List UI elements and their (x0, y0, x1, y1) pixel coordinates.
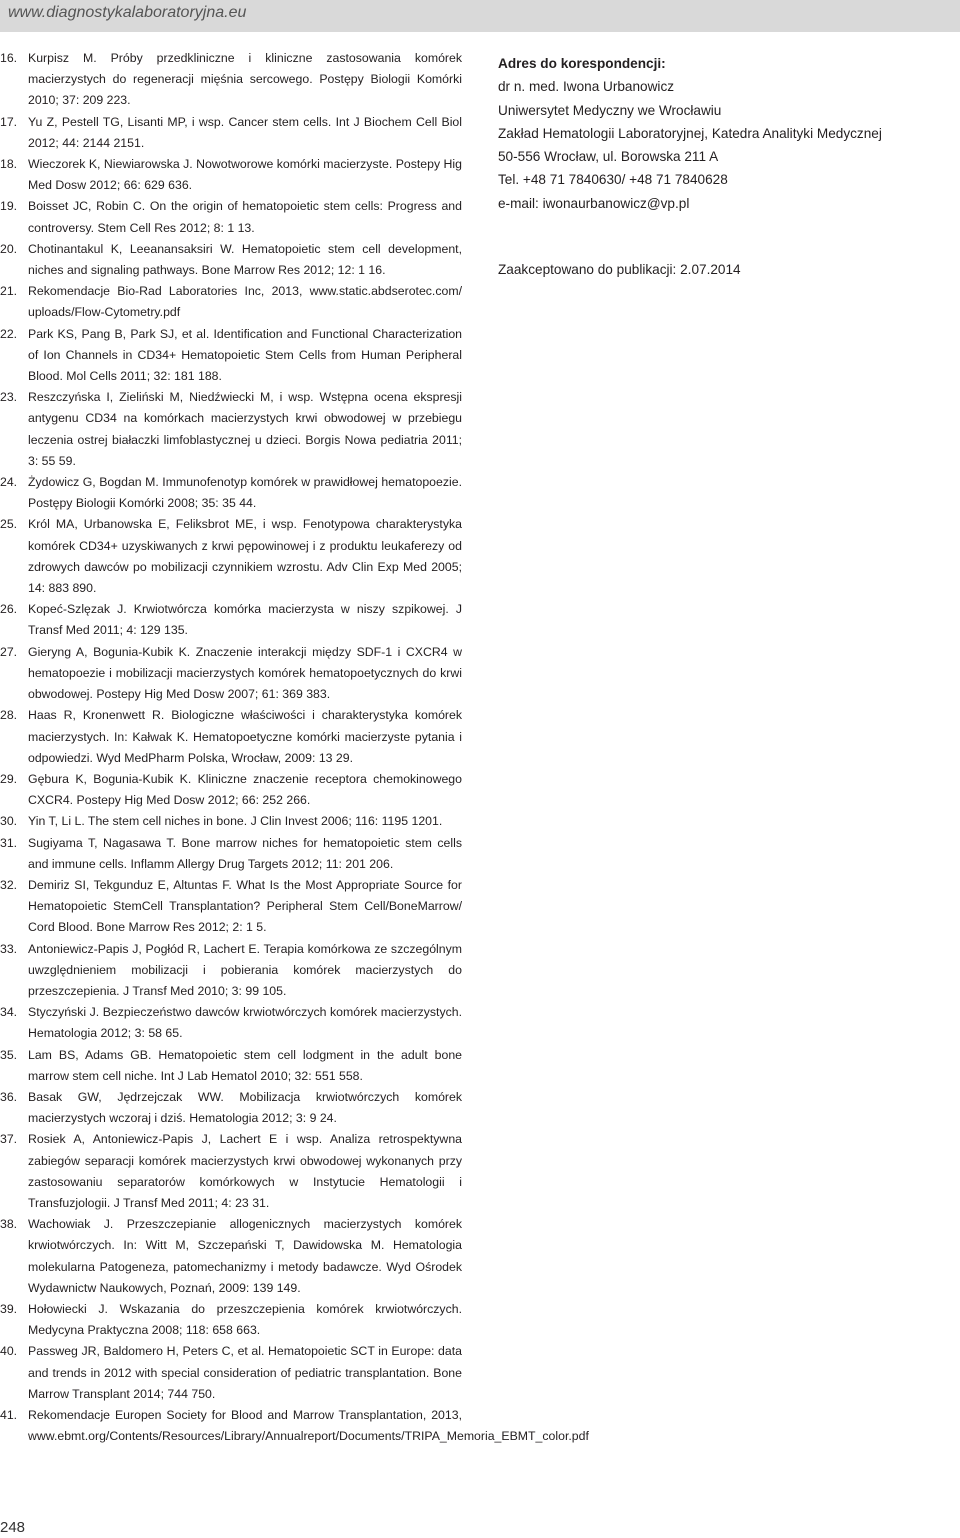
reference-item (0, 112, 462, 154)
site-header (0, 0, 960, 32)
reference-item (0, 1299, 462, 1341)
reference-text: Rekomendacje Europen Society for Blood and Marrow Transplantation, 2013, www.ebmt.org/Contents/Resources/Library/Annualreport/Documents/TRIPA_Memoria_EBMT_color.pdf (28, 1408, 589, 1444)
reference-item (0, 1087, 462, 1129)
site-url: www.diagnostykalaboratoryjna.eu (8, 4, 247, 21)
reference-number: 21. (0, 284, 18, 299)
reference-item (0, 705, 462, 769)
reference-item (0, 48, 462, 112)
reference-number: 37. (0, 1132, 18, 1147)
reference-item (0, 514, 462, 599)
correspondence-heading: Adres do korespondencji: (498, 56, 666, 71)
reference-number: 28. (0, 708, 18, 723)
reference-number: 25. (0, 517, 18, 532)
reference-item (0, 239, 462, 281)
reference-number: 19. (0, 199, 18, 214)
correspondence-email: e-mail: iwonaurbanowicz@vp.pl (498, 195, 690, 211)
reference-text: Kopeć-Szlęzak J. Krwiotwórcza komórka macierzysta w niszy szpikowej. J Transf Med 2011; 4: 129 135. (28, 602, 462, 638)
reference-item (0, 196, 462, 238)
reference-text: Reszczyńska I, Zieliński M, Niedźwiecki M, i wsp. Wstępna ocena ekspresji antygenu CD34 na komórkach macierzystych krwi obwodowej w przebiegu leczenia ostrej białaczki limfoblastycznej u dzieci. Borgis Nowa pediatria 2011; 3: 55 59. (28, 390, 462, 468)
reference-item (0, 769, 462, 811)
reference-item (0, 1002, 462, 1044)
reference-text: Antoniewicz-Papis J, Pogłód R, Lachert E. Terapia komórkowa ze szczególnym uwzględnieniem mobilizacji i pobierania komórek macierzystych do przeszczepienia. J Transf Med 2010; 3: 99 105. (28, 941, 462, 998)
reference-number: 31. (0, 835, 18, 850)
reference-item (0, 811, 462, 832)
reference-text: Rosiek A, Antoniewicz-Papis J, Lachert E i wsp. Analiza retrospektywna zabiegów separacji komórek macierzystych krwi obwodowej wykonanych przy zastosowaniu separatorów komórkowych w Instytucie Hematologii i Transfuzjologii. J Transf Med 2011; 4: 23 31. (28, 1132, 462, 1210)
reference-item (0, 387, 462, 472)
reference-text: Chotinantakul K, Leeanansaksiri W. Hematopoietic stem cell development, niches and signaling pathways. Bone Marrow Res 2012; 12: 1 16. (28, 241, 462, 278)
reference-number: 35. (0, 1047, 18, 1062)
reference-number: 40. (0, 1344, 18, 1359)
reference-number: 30. (0, 814, 18, 829)
reference-text: Król MA, Urbanowska E, Feliksbrot ME, i wsp. Fenotypowa charakterystyka komórek CD34+ uzyskiwanych z krwi pępowinowej i z produktu leukaferezy od zdrowych dawców po mobilizacji czynnikiem wzrostu. Adv Clin Exp Med 2005; 14: 883 890. (28, 517, 462, 596)
reference-number: 26. (0, 602, 18, 617)
correspondence-university: Uniwersytet Medyczny we Wrocławiu (498, 102, 722, 118)
reference-item (0, 1129, 462, 1214)
reference-number: 39. (0, 1301, 18, 1316)
reference-item (0, 833, 462, 875)
reference-number: 16. (0, 51, 18, 65)
reference-text: Lam BS, Adams GB. Hematopoietic stem cell lodgment in the adult bone marrow stem cell niche. Int J Lab Hematol 2010; 32: 551 558. (28, 1047, 462, 1083)
reference-text: Gębura K, Bogunia-Kubik K. Kliniczne znaczenie receptora chemokinowego CXCR4. Postepy Hig Med Dosw 2012; 66: 252 266. (28, 771, 462, 808)
reference-item (0, 1341, 462, 1405)
reference-text: Park KS, Pang B, Park SJ, et al. Identification and Functional Characterization of Ion Channels in CD34+ Hematopoietic Stem Cells from Human Peripheral Blood. Mol Cells 2011; 32: 181 188. (28, 326, 462, 384)
reference-text: Passweg JR, Baldomero H, Peters C, et al. Hematopoietic SCT in Europe: data and trends in 2012 with special consideration of pediatric transplantation. Bone Marrow Transplant 2014; 744 750. (28, 1344, 462, 1401)
reference-number: 22. (0, 326, 18, 341)
reference-text: Styczyński J. Bezpieczeństwo dawców krwiotwórczych komórek macierzystych. Hematologia 2012; 3: 58 65. (28, 1005, 462, 1041)
reference-item (0, 472, 462, 514)
reference-text: Rekomendacje Bio-Rad Laboratories Inc, 2013, www.static.abdserotec.com/ uploads/Flow-Cytometry.pdf (28, 284, 462, 320)
reference-item (0, 1405, 589, 1447)
page-number: 248 (0, 1519, 26, 1536)
reference-number: 41. (0, 1408, 18, 1422)
reference-item (0, 875, 462, 939)
reference-number: 32. (0, 877, 18, 892)
correspondence-address: 50-556 Wrocław, ul. Borowska 211 A (498, 149, 719, 165)
reference-number: 23. (0, 390, 18, 405)
reference-text: Gieryng A, Bogunia-Kubik K. Znaczenie interakcji między SDF-1 i CXCR4 w hematopoezie i mobilizacji macierzystych komórek hematopoetycznych do krwi obwodowej. Postepy Hig Med Dosw 2007; 61: 369 383. (28, 644, 462, 702)
reference-number: 24. (0, 475, 18, 490)
reference-number: 17. (0, 114, 18, 129)
reference-number: 27. (0, 644, 18, 659)
reference-number: 38. (0, 1217, 18, 1232)
reference-item (0, 599, 462, 641)
reference-text: Boisset JC, Robin C. On the origin of hematopoietic stem cells: Progress and controversy. Stem Cell Res 2012; 8: 1 13. (28, 199, 462, 235)
reference-item (0, 939, 462, 1003)
reference-text: Haas R, Kronenwett R. Biologiczne właściwości i charakterystyka komórek macierzystych. In: Kałwak K. Hematopoetyczne komórki macierzyste pytania i odpowiedzi. Wyd MedPharm Polska, Wrocław, 2009: 13 29. (28, 708, 462, 765)
correspondence-phone: Tel. +48 71 7840630/ +48 71 7840628 (498, 172, 728, 188)
reference-number: 29. (0, 771, 18, 786)
reference-text: Kurpisz M. Próby przedkliniczne i kliniczne zastosowania komórek macierzystych do regeneracji mięśnia sercowego. Postępy Biologii Komórki 2010; 37: 209 223. (28, 51, 462, 108)
reference-item (0, 642, 462, 706)
reference-item (0, 324, 462, 388)
reference-item (0, 154, 462, 196)
reference-number: 33. (0, 941, 18, 956)
reference-item (0, 281, 462, 323)
correspondence-block (498, 52, 948, 215)
reference-number: 18. (0, 157, 18, 172)
reference-text: Basak GW, Jędrzejczak WW. Mobilizacja krwiotwórczych komórek macierzystych wczoraj i dziś. Hematologia 2012; 3: 9 24. (28, 1089, 462, 1126)
reference-text: Hołowiecki J. Wskazania do przeszczepienia komórek krwiotwórczych. Medycyna Praktyczna 2008; 118: 658 663. (28, 1301, 462, 1338)
reference-text: Żydowicz G, Bogdan M. Immunofenotyp komórek w prawidłowej hematopoezie. Postępy Biologii Komórki 2008; 35: 35 44. (28, 475, 462, 511)
reference-item (0, 1045, 462, 1087)
accepted-date: Zaakceptowano do publikacji: 2.07.2014 (498, 262, 741, 277)
reference-text: Yu Z, Pestell TG, Lisanti MP, i wsp. Cancer stem cells. Int J Biochem Cell Biol 2012; 44: 2144 2151. (28, 114, 462, 150)
reference-number: 34. (0, 1005, 18, 1020)
reference-text: Wieczorek K, Niewiarowska J. Nowotworowe komórki macierzyste. Postepy Hig Med Dosw 2012; 66: 629 636. (28, 157, 462, 193)
reference-text: Demiriz SI, Tekgunduz E, Altuntas F. What Is the Most Appropriate Source for Hematopoietic StemCell Transplantation? Peripheral Stem Cell/BoneMarrow/ Cord Blood. Bone Marrow Res 2012; 2: 1 5. (28, 877, 462, 935)
reference-text: Wachowiak J. Przeszczepianie allogenicznych macierzystych komórek krwiotwórczych. In: Witt M, Szczepański T, Dawidowska M. Hematologia molekularna Patogeneza, patomechanizmy i metody badawcze. Wyd Ośrodek Wydawnictw Naukowych, Poznań, 2009: 139 149. (28, 1217, 462, 1295)
correspondence-department: Zakład Hematologii Laboratoryjnej, Katedra Analityki Medycznej (498, 125, 882, 141)
reference-text: Yin T, Li L. The stem cell niches in bone. J Clin Invest 2006; 116: 1195 1201. (28, 814, 443, 829)
reference-item (0, 1214, 462, 1299)
reference-text: Sugiyama T, Nagasawa T. Bone marrow niches for hematopoietic stem cells and immune cells. Inflamm Allergy Drug Targets 2012; 11: 201 206. (28, 835, 462, 871)
reference-number: 20. (0, 241, 18, 256)
reference-number: 36. (0, 1089, 18, 1104)
correspondence-name: dr n. med. Iwona Urbanowicz (498, 79, 675, 95)
